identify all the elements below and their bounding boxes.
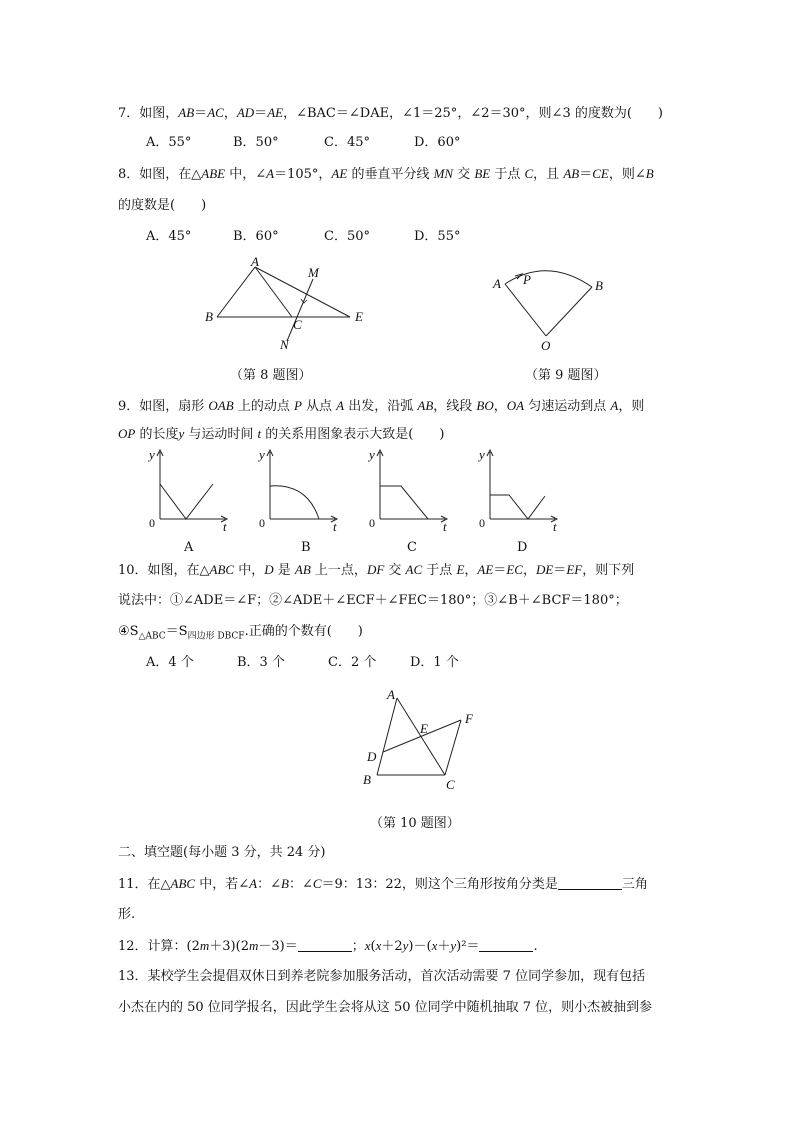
question-11-line2: 形. bbox=[118, 907, 136, 922]
graph-c-y-label: y bbox=[369, 447, 375, 462]
fig8-label-b: B bbox=[205, 309, 213, 324]
q7-option-b: B．50° bbox=[233, 135, 279, 150]
fig9-label-p: P bbox=[523, 272, 531, 287]
figure-10-caption: （第 10 题图） bbox=[370, 816, 460, 831]
q9-graph-b bbox=[255, 447, 345, 532]
fig8-label-e: E bbox=[355, 309, 363, 324]
graph-d-t-label: t bbox=[553, 519, 557, 534]
figure-8 bbox=[200, 255, 380, 355]
figure-9 bbox=[485, 260, 615, 360]
fig9-label-b: B bbox=[595, 278, 603, 293]
graph-b-origin: 0 bbox=[259, 516, 265, 530]
figure-10 bbox=[355, 685, 485, 795]
graph-a-t-label: t bbox=[223, 519, 227, 534]
question-13-line1: 13．某校学生会提倡双休日到养老院参加服务活动，首次活动需要 7 位同学参加，现有包括 bbox=[118, 969, 646, 984]
fig10-label-b: B bbox=[363, 772, 371, 787]
fig9-segment-oa bbox=[505, 284, 546, 336]
question-9-line2: OP 的长度y 与运动时间 t 的关系用图象表示大致是( ) bbox=[118, 426, 445, 442]
q10-option-c: C．2 个 bbox=[328, 655, 377, 670]
q7-option-d: D．60° bbox=[414, 135, 461, 150]
graph-d-curve bbox=[490, 495, 545, 519]
figure-9-caption: （第 9 题图） bbox=[525, 368, 607, 383]
question-7: 7．如图，AB＝AC，AD＝AE，∠BAC＝∠DAE，∠1＝25°，∠2＝30°，则∠3 的度数为( ) bbox=[118, 105, 663, 121]
q9-graph-b-label: B bbox=[301, 540, 311, 555]
question-12: 12．计算：(2m＋3)(2m－3)＝ ；x(x＋2y)－(x＋y)²＝ . bbox=[118, 938, 538, 954]
q9-graph-a-label: A bbox=[184, 540, 194, 555]
q9-graph-d-label: D bbox=[517, 540, 528, 555]
graph-b-y-label: y bbox=[259, 447, 265, 462]
q9-graph-c bbox=[365, 447, 455, 532]
question-8-line2: 的度数是( ) bbox=[118, 198, 207, 213]
fig10-label-e: E bbox=[420, 721, 428, 736]
fig10-label-c: C bbox=[446, 777, 455, 792]
fig10-label-d: D bbox=[367, 749, 377, 764]
graph-a-y-label: y bbox=[149, 447, 155, 462]
q10-option-d: D．1 个 bbox=[410, 655, 459, 670]
q7-option-c: C．45° bbox=[324, 135, 370, 150]
question-13-line2: 小杰在内的 50 位同学报名，因此学生会将从这 50 位同学中随机抽取 7 位，则小杰被抽到参 bbox=[118, 1000, 653, 1015]
q10-option-b: B．3 个 bbox=[237, 655, 285, 670]
q8-option-c: C．50° bbox=[324, 229, 370, 244]
fig8-label-n: N bbox=[280, 337, 289, 352]
q8-option-a: A．45° bbox=[146, 229, 192, 244]
section-2-title: 二、填空题(每小题 3 分，共 24 分) bbox=[118, 845, 326, 860]
question-9-line1: 9．如图，扇形 OAB 上的动点 P 从点 A 出发，沿弧 AB，线段 BO，OA 匀速运动到点 A，则 bbox=[118, 398, 645, 414]
figure-8-caption: （第 8 题图） bbox=[230, 368, 312, 383]
q8-option-d: D．55° bbox=[414, 229, 461, 244]
graph-a-origin: 0 bbox=[149, 516, 155, 530]
fig9-label-a: A bbox=[493, 276, 501, 291]
graph-b-t-label: t bbox=[333, 519, 337, 534]
graph-c-origin: 0 bbox=[369, 516, 375, 530]
fig10-label-a: A bbox=[387, 687, 395, 702]
fig10-label-f: F bbox=[465, 711, 473, 726]
question-11-line1: 11．在△ABC 中，若∠A：∠B：∠C＝9：13：22，则这个三角形按角分类是 三角 bbox=[118, 876, 648, 892]
fig10-segment-cf bbox=[445, 720, 461, 775]
q7-option-a: A．55° bbox=[146, 135, 192, 150]
q10-option-a: A．4 个 bbox=[146, 655, 194, 670]
q12-answer-blank-2[interactable] bbox=[479, 939, 533, 952]
question-8-line1: 8．如图，在△ABE 中，∠A＝105°，AE 的垂直平分线 MN 交 BE 于点 C，且 AB＝CE，则∠B bbox=[118, 166, 654, 182]
fig8-label-c: C bbox=[293, 317, 302, 332]
graph-b-curve bbox=[270, 486, 319, 519]
graph-d-origin: 0 bbox=[479, 516, 485, 530]
q12-answer-blank-1[interactable] bbox=[298, 939, 352, 952]
q11-answer-blank[interactable] bbox=[558, 877, 622, 890]
fig8-segment-ae bbox=[255, 267, 350, 317]
q9-graph-c-label: C bbox=[407, 540, 417, 555]
fig8-label-a: A bbox=[251, 254, 259, 269]
fig9-arc-ab bbox=[505, 271, 592, 287]
graph-d-y-label: y bbox=[479, 447, 485, 462]
graph-c-t-label: t bbox=[443, 519, 447, 534]
question-10-line1: 10．如图，在△ABC 中，D 是 AB 上一点，DF 交 AC 于点 E，AE＝EC，DE＝EF，则下列 bbox=[118, 562, 635, 578]
fig8-label-m: M bbox=[308, 265, 319, 280]
q8-option-b: B．60° bbox=[233, 229, 279, 244]
graph-c-curve bbox=[380, 486, 428, 519]
fig8-segment-ab bbox=[217, 267, 255, 317]
fig10-segment-ab bbox=[377, 698, 397, 775]
question-10-line2: 说法中：①∠ADE＝∠F；②∠ADE＋∠ECF＋∠FEC＝180°；③∠B＋∠BCF＝180°； bbox=[118, 593, 628, 608]
fig9-label-o: O bbox=[541, 338, 551, 353]
fig8-segment-ac bbox=[255, 267, 292, 317]
graph-a-curve bbox=[160, 484, 213, 519]
q9-graph-d bbox=[475, 447, 565, 532]
fig9-segment-ob bbox=[546, 287, 592, 336]
question-10-line3: $④S_{\triangle ABC}=S_{四边形 DBCF}$.正确的个数有( ) bbox=[118, 624, 363, 642]
q9-graph-a bbox=[145, 447, 235, 532]
